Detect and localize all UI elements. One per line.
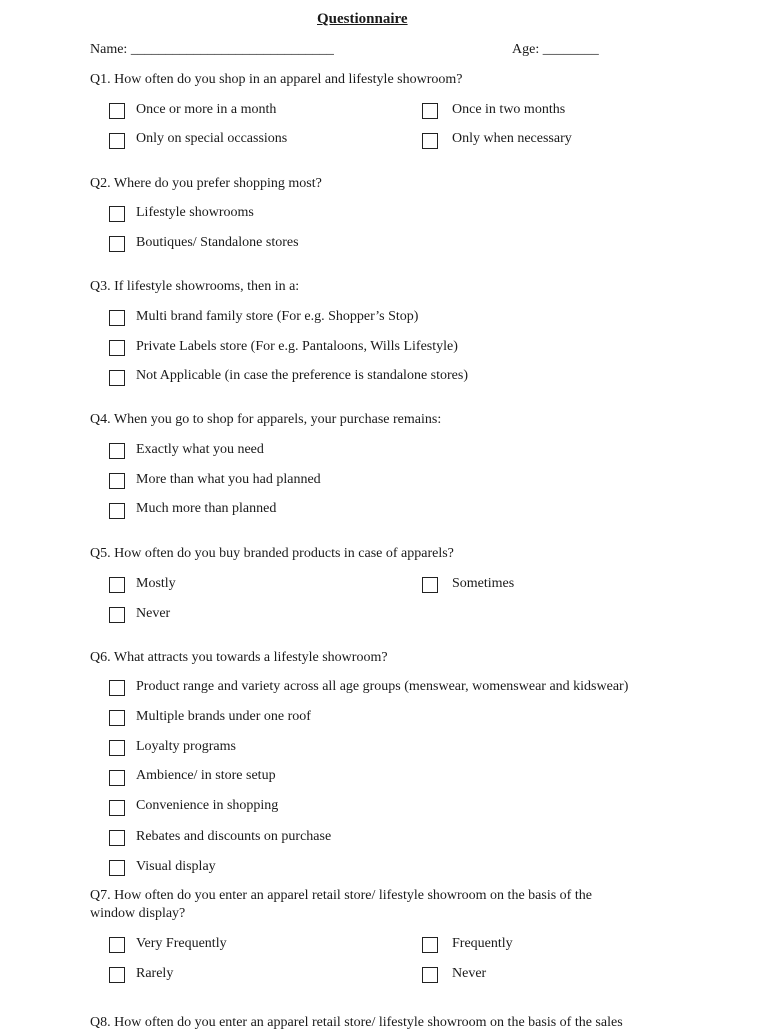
q7-option-2-label: Frequently bbox=[452, 936, 513, 951]
q7-option-1-label: Very Frequently bbox=[136, 936, 227, 951]
q7-option-4-label: Never bbox=[452, 966, 487, 981]
q6-option-6-checkbox[interactable] bbox=[109, 830, 125, 846]
question-8-text: Q8. How often do you enter an apparel retail store/ lifestyle showroom on the basis of the sales bbox=[90, 1015, 623, 1030]
q4-option-1-checkbox[interactable] bbox=[109, 443, 125, 459]
q1-option-2-label: Once in two months bbox=[452, 102, 566, 117]
q7-option-3-checkbox[interactable] bbox=[109, 967, 125, 983]
q1-option-4-label: Only when necessary bbox=[452, 131, 572, 146]
q5-option-3-label: Never bbox=[136, 606, 171, 621]
question-7-text-line-2: window display? bbox=[90, 906, 186, 921]
q5-option-2-checkbox[interactable] bbox=[422, 577, 438, 593]
q4-option-3-label: Much more than planned bbox=[136, 501, 277, 516]
q2-option-1-checkbox[interactable] bbox=[109, 206, 125, 222]
q1-option-1-label: Once or more in a month bbox=[136, 102, 277, 117]
q7-option-1-checkbox[interactable] bbox=[109, 937, 125, 953]
q5-option-1-label: Mostly bbox=[136, 576, 176, 591]
age-field-label: Age: ________ bbox=[512, 42, 599, 57]
question-3-text: Q3. If lifestyle showrooms, then in a: bbox=[90, 279, 300, 294]
q1-option-1-checkbox[interactable] bbox=[109, 103, 125, 119]
question-5-text: Q5. How often do you buy branded products in case of apparels? bbox=[90, 546, 454, 561]
question-1-text: Q1. How often do you shop in an apparel and lifestyle showroom? bbox=[90, 72, 463, 87]
q5-option-3-checkbox[interactable] bbox=[109, 607, 125, 623]
q7-option-4-checkbox[interactable] bbox=[422, 967, 438, 983]
page-title: Questionnaire bbox=[317, 11, 408, 27]
q1-option-3-label: Only on special occassions bbox=[136, 131, 288, 146]
q6-option-5-checkbox[interactable] bbox=[109, 800, 125, 816]
q2-option-1-label: Lifestyle showrooms bbox=[136, 205, 254, 220]
q3-option-3-label: Not Applicable (in case the preference is standalone stores) bbox=[136, 368, 468, 383]
q4-option-2-checkbox[interactable] bbox=[109, 473, 125, 489]
q6-option-3-checkbox[interactable] bbox=[109, 740, 125, 756]
q1-option-2-checkbox[interactable] bbox=[422, 103, 438, 119]
question-6-text: Q6. What attracts you towards a lifestyle showroom? bbox=[90, 650, 388, 665]
q3-option-2-checkbox[interactable] bbox=[109, 340, 125, 356]
q4-option-1-label: Exactly what you need bbox=[136, 442, 264, 457]
q6-option-6-label: Rebates and discounts on purchase bbox=[136, 829, 332, 844]
q7-option-3-label: Rarely bbox=[136, 966, 174, 981]
q4-option-3-checkbox[interactable] bbox=[109, 503, 125, 519]
question-4-text: Q4. When you go to shop for apparels, your purchase remains: bbox=[90, 412, 442, 427]
q6-option-4-checkbox[interactable] bbox=[109, 770, 125, 786]
q2-option-2-label: Boutiques/ Standalone stores bbox=[136, 235, 299, 250]
q6-option-7-label: Visual display bbox=[136, 859, 216, 874]
q6-option-2-checkbox[interactable] bbox=[109, 710, 125, 726]
q2-option-2-checkbox[interactable] bbox=[109, 236, 125, 252]
q6-option-5-label: Convenience in shopping bbox=[136, 798, 279, 813]
q6-option-1-checkbox[interactable] bbox=[109, 680, 125, 696]
q7-option-2-checkbox[interactable] bbox=[422, 937, 438, 953]
q6-option-2-label: Multiple brands under one roof bbox=[136, 709, 311, 724]
q5-option-2-label: Sometimes bbox=[452, 576, 515, 591]
q1-option-3-checkbox[interactable] bbox=[109, 133, 125, 149]
q3-option-1-label: Multi brand family store (For e.g. Shopper’s Stop) bbox=[136, 309, 419, 324]
q3-option-2-label: Private Labels store (For e.g. Pantaloons, Wills Lifestyle) bbox=[136, 339, 458, 354]
question-7-text-line-1: Q7. How often do you enter an apparel retail store/ lifestyle showroom on the basis of the bbox=[90, 888, 592, 903]
name-field-label: Name: _____________________________ bbox=[90, 42, 334, 57]
q6-option-3-label: Loyalty programs bbox=[136, 739, 236, 754]
q6-option-1-label: Product range and variety across all age groups (menswear, womenswear and kidswear) bbox=[136, 679, 629, 694]
q6-option-7-checkbox[interactable] bbox=[109, 860, 125, 876]
q6-option-4-label: Ambience/ in store setup bbox=[136, 768, 276, 783]
q3-option-3-checkbox[interactable] bbox=[109, 370, 125, 386]
q1-option-4-checkbox[interactable] bbox=[422, 133, 438, 149]
q4-option-2-label: More than what you had planned bbox=[136, 472, 321, 487]
q5-option-1-checkbox[interactable] bbox=[109, 577, 125, 593]
q3-option-1-checkbox[interactable] bbox=[109, 310, 125, 326]
question-2-text: Q2. Where do you prefer shopping most? bbox=[90, 176, 322, 191]
